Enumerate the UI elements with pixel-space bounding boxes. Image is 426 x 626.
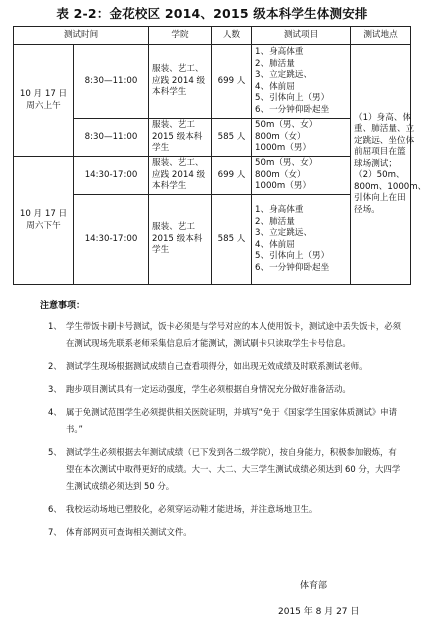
schedule-table [13,26,426,285]
college-cell: 服装、艺工 2015 级本科 学生 [149,195,212,285]
note-item: 2、 测试学生现场根据测试成绩自己查看项得分，如出现无效成绩及时联系测试老师。 [48,361,368,371]
date-cell: 10 月 17 日 周六下午 [14,157,74,285]
table-header-row [14,27,411,45]
signature-date: 2015 年 8 月 27 日 [278,607,360,617]
page-title: 表 2-2：金花校区 2014、2015 级本科学生体测安排 [56,6,368,21]
header-items: 测试项目 [252,27,351,45]
note-item: 1、 学生带饭卡刷卡号测试，饭卡必须是与学号对应的本人使用饭卡，测试途中丢失饭卡，必须在测试现场先联系老师采集信息后才能测试，测试刷卡只读取学生卡号信息。 [48,321,401,348]
items-cell: 1、身高体重 2、肺活量 3、立定跳远、 4、体前屈 5、引体向上（男） 6、一分钟仰卧起坐 [252,195,351,285]
count-cell: 585 人 [212,195,252,285]
header-location: 测试地点 [351,27,411,45]
time-cell: 8:30—11:00 [74,45,149,119]
header-test-time: 测试时间 [14,27,149,45]
time-cell: 8:30—11:00 [74,119,149,157]
location-cell: （1）身高、体 重、肺活量、立 定跳远、坐位体 前屈项目在篮 球场测试； （2）50m、 800m、1000m、 引体向上在田 径场。 [351,45,411,285]
time-cell: 14:30-17:00 [74,157,149,195]
date-cell: 10 月 17 日 周六上午 [14,45,74,157]
note-item: 3、 跑步项目测试具有一定运动强度，学生必须根据自身情况充分做好准备活动。 [48,384,351,394]
notes-title: 注意事项： [40,301,86,311]
note-item: 6、 我校运动场地已塑胶化，必须穿运动鞋才能进场，并注意场地卫生。 [48,504,318,514]
college-cell: 服装、艺工、 应践 2014 级 本科学生 [149,45,212,119]
note-item: 7、 体育部网页可查询相关测试文件。 [48,527,192,537]
header-college: 学院 [149,27,212,45]
notes-list [28,318,404,547]
items-cell: 1、身高体重 2、肺活量 3、立定跳远、 4、体前屈 5、引体向上（男） 6、一分钟仰卧起坐 [252,45,351,119]
items-cell: 50m（男、女） 800m（女） 1000m（男） [252,157,351,195]
college-cell: 服装、艺工、 应践 2014 级 本科学生 [149,157,212,195]
count-cell: 699 人 [212,45,252,119]
count-cell: 585 人 [212,119,252,157]
note-item: 5、 测试学生必须根据去年测试成绩（已下发到各二级学院），按自身能力，积极参加锻炼，有望在本次测试中取得更好的成绩。大一、大二、大三学生测试成绩必须达到 60 分，大四学生测试成绩必须达到 50 分。 [48,447,401,491]
college-cell: 服装、艺工 2015 级本科 学生 [149,119,212,157]
header-count: 人数 [212,27,252,45]
signature-dept: 体育部 [300,581,328,591]
items-cell: 50m（男、女） 800m（女） 1000m（男） [252,119,351,157]
table-row [14,45,411,119]
time-cell: 14:30-17:00 [74,195,149,285]
count-cell: 699 人 [212,157,252,195]
note-item: 4、 属于免测试范围学生必须提供相关医院证明，并填写“免于《国家学生国家体质测试》申请书。” [48,407,397,434]
